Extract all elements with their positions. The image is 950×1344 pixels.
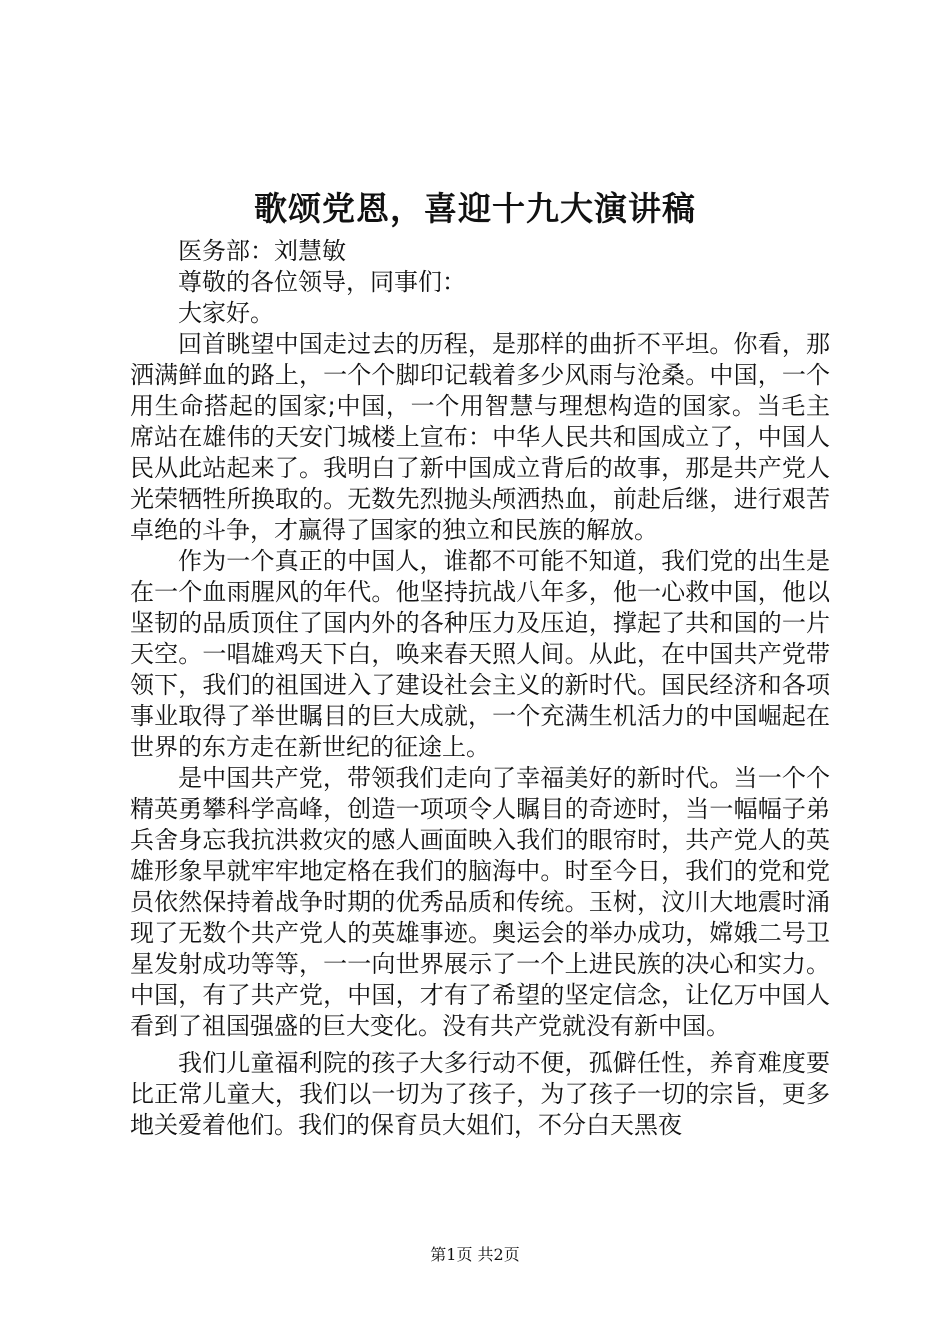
- author-line: 医务部：刘慧敏: [178, 237, 346, 265]
- paragraph-2: 作为一个真正的中国人，谁都不可能不知道，我们党的出生是在一个血雨腥风的年代。他坚持抗战八年多，他一心救中国，他以坚韧的品质顶住了国内外的各种压力及压迫，撑起了共和国的一片天空。一唱雄鸡天下白，唤来春天照人间。从此，在中国共产党带领下，我们的祖国进入了建设社会主义的新时代。国民经济和各项事业取得了举世瞩目的巨大成就，一个充满生机活力的中国崛起在世界的东方走在新世纪的征途上。: [130, 547, 830, 761]
- page-indicator: 第1页 共2页: [430, 1245, 520, 1264]
- paragraph-3: 是中国共产党，带领我们走向了幸福美好的新时代。当一个个精英勇攀科学高峰，创造一项项令人瞩目的奇迹时，当一幅幅子弟兵舍身忘我抗洪救灾的感人画面映入我们的眼帘时，共产党人的英雄形象早就牢牢地定格在我们的脑海中。时至今日，我们的党和党员依然保持着战争时期的优秀品质和传统。玉树，汶川大地震时涌现了无数个共产党人的英雄事迹。奥运会的举办成功，嫦娥二号卫星发射成功等等，一一向世界展示了一个上进民族的决心和实力。中国，有了共产党，中国，才有了希望的坚定信念，让亿万中国人看到了祖国强盛的巨大变化。没有共产党就没有新中国。: [130, 764, 830, 1040]
- document-body: [130, 236, 830, 1141]
- greeting: 大家好。: [178, 299, 274, 327]
- paragraph-1: 回首眺望中国走过去的历程，是那样的曲折不平坦。你看，那洒满鲜血的路上，一个个脚印记载着多少风雨与沧桑。中国，一个用生命搭起的国家;中国，一个用智慧与理想构造的国家。当毛主席站在雄伟的天安门城楼上宣布：中华人民共和国成立了，中国人民从此站起来了。我明白了新中国成立背后的故事，那是共产党人光荣牺牲所换取的。无数先烈抛头颅洒热血，前赴后继，进行艰苦卓绝的斗争，才赢得了国家的独立和民族的解放。: [130, 330, 830, 544]
- paragraph-4: 我们儿童福利院的孩子大多行动不便，孤僻任性，养育难度要比正常儿童大，我们以一切为了孩子，为了孩子一切的宗旨，更多地关爱着他们。我们的保育员大姐们，不分白天黑夜: [130, 1049, 830, 1139]
- salutation: 尊敬的各位领导，同事们：: [178, 268, 466, 296]
- document-title: 歌颂党恩，喜迎十九大演讲稿: [254, 189, 696, 228]
